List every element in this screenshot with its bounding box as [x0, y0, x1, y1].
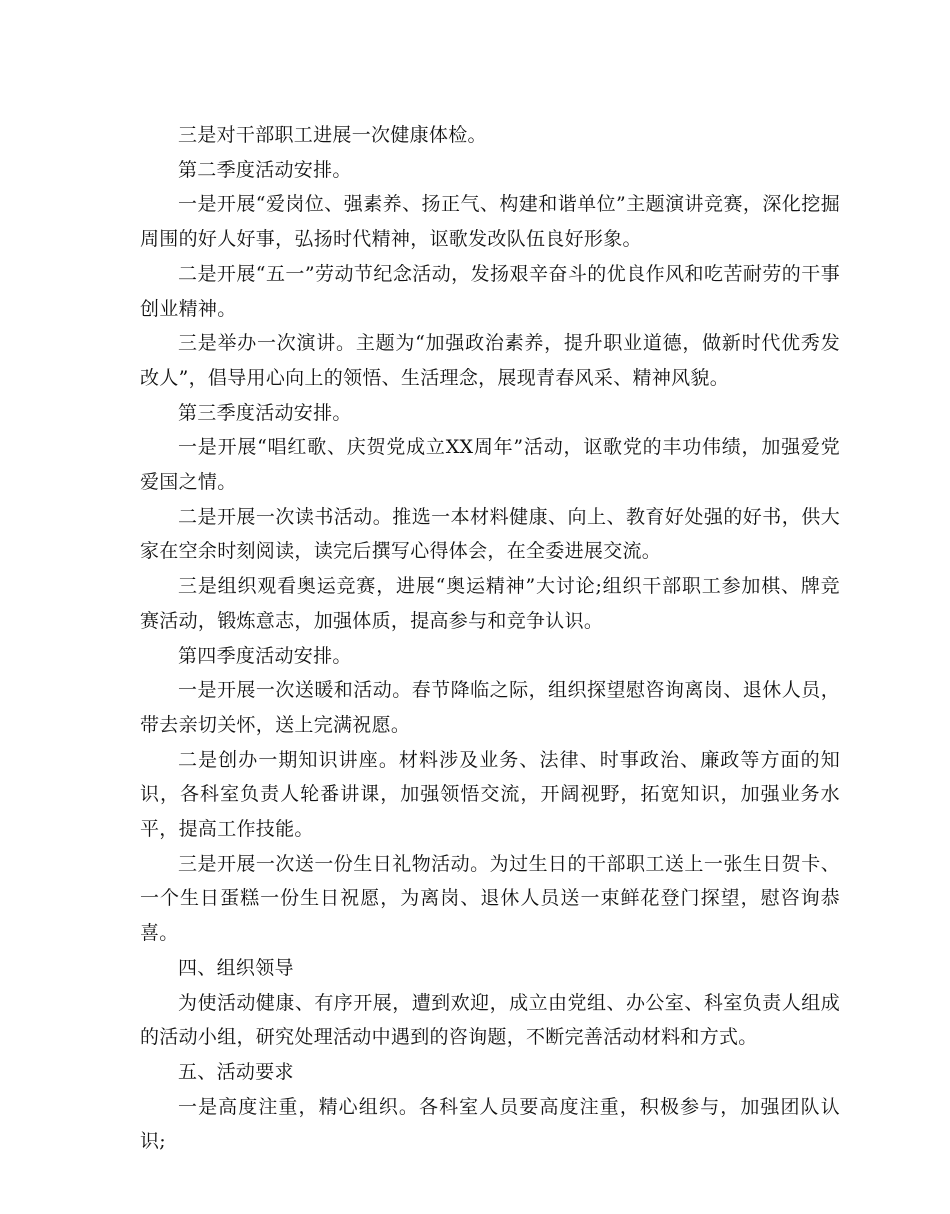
section-heading-requirements: 五、活动要求: [178, 1060, 294, 1083]
paragraph-13: 三是开展一次送一份生日礼物活动。为过生日的干部职工送上一张生日贺卡、一个生日蛋糕一份生日祝愿，为离岗、退休人员送一束鲜花登门探望，慰咨询恭喜。: [140, 852, 840, 945]
section-heading-organization: 四、组织领导: [178, 956, 294, 979]
paragraph-12: 二是创办一期知识讲座。材料涉及业务、法律、时事政治、廉政等方面的知识，各科室负责人轮番讲课，加强领悟交流，开阔视野，拓宽知识，加强业务水平，提高工作技能。: [140, 748, 840, 841]
paragraph-7: 一是开展“唱红歌、庆贺党成立XX周年”活动，讴歌党的丰功伟绩，加强爱党爱国之情。: [140, 436, 840, 494]
paragraph-3: 一是开展“爱岗位、强素养、扬正气、构建和谐单位”主题演讲竞赛，深化挖掘周围的好人好事，弘扬时代精神，讴歌发改队伍良好形象。: [140, 193, 840, 251]
paragraph-15: 为使活动健康、有序开展，遭到欢迎，成立由党组、办公室、科室负责人组成的活动小组，研究处理活动中遇到的咨询题，不断完善活动材料和方式。: [140, 991, 840, 1049]
paragraph-8: 二是开展一次读书活动。推选一本材料健康、向上、教育好处强的好书，供大家在空余时刻阅读，读完后撰写心得体会，在全委进展交流。: [140, 505, 840, 563]
paragraph-6: 第三季度活动安排。: [178, 401, 352, 424]
paragraph-4: 二是开展“五一”劳动节纪念活动，发扬艰辛奋斗的优良作风和吃苦耐劳的干事创业精神。: [140, 262, 840, 320]
paragraph-9: 三是组织观看奥运竞赛，进展“奥运精神”大讨论;组织干部职工参加棋、牌竞赛活动，锻炼意志，加强体质，提高参与和竞争认识。: [140, 575, 840, 632]
paragraph-2: 第二季度活动安排。: [178, 158, 352, 181]
document-body: [140, 118, 840, 1159]
paragraph-11: 一是开展一次送暖和活动。春节降临之际，组织探望慰咨询离岗、退休人员，带去亲切关怀，送上完满祝愿。: [140, 679, 840, 736]
paragraph-1: 三是对干部职工进展一次健康体检。: [178, 124, 487, 146]
paragraph-10: 第四季度活动安排。: [178, 644, 352, 667]
paragraph-5: 三是举办一次演讲。主题为“加强政治素养，提升职业道德，做新时代优秀发改人”，倡导用心向上的领悟、生活理念，展现青春风采、精神风貌。: [140, 332, 840, 389]
paragraph-17: 一是高度注重，精心组织。各科室人员要高度注重，积极参与，加强团队认识;: [140, 1095, 840, 1153]
